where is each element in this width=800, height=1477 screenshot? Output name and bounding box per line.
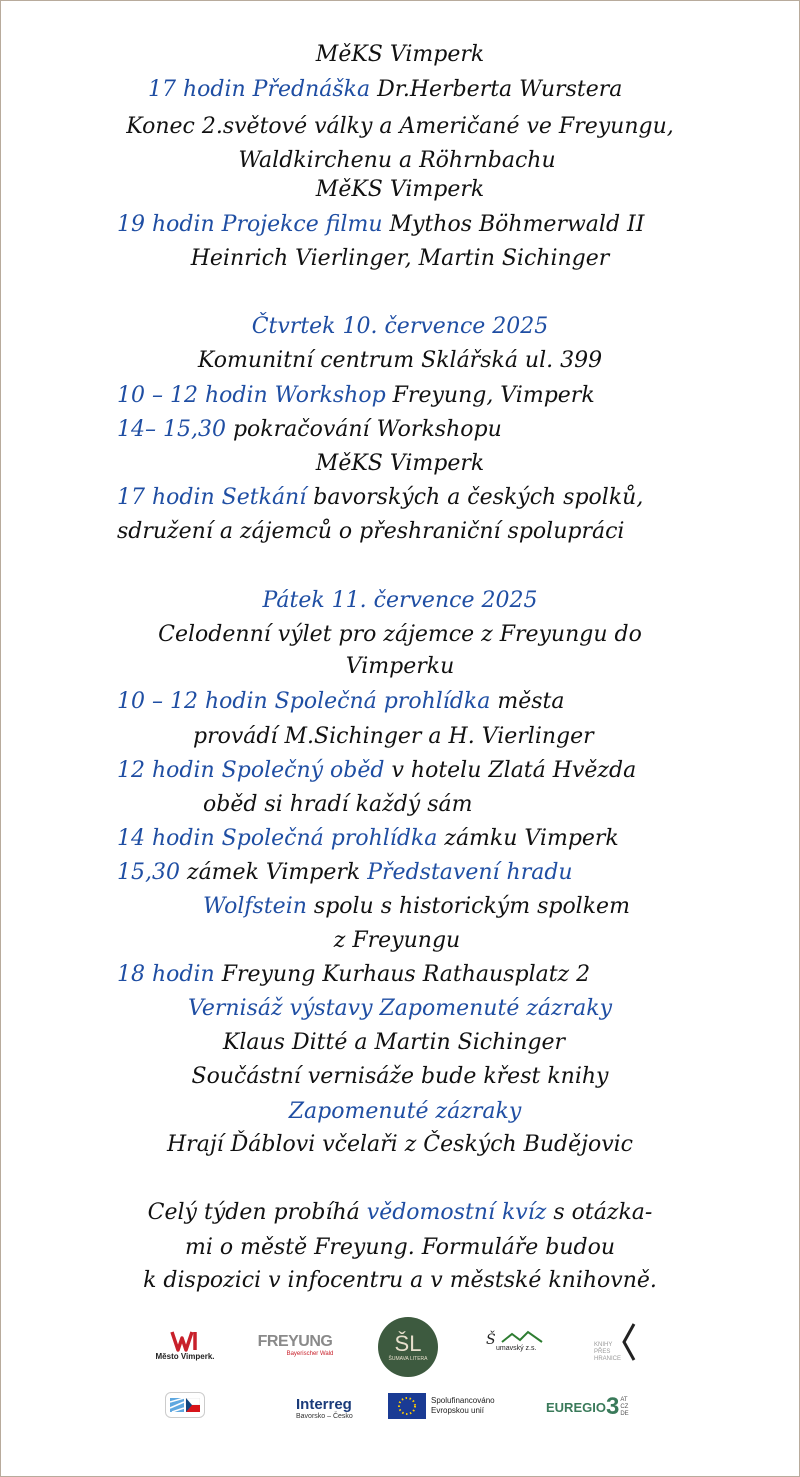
eu-cofunded-logo: Spolufinancováno Evropskou unií <box>388 1392 504 1420</box>
vimperk-logo: Město Vimperk. <box>150 1325 220 1365</box>
castle-tour-line: 14 hodin Společná prohlídka zámku Vimperk <box>117 826 619 851</box>
exhibition-authors-line: Klaus Ditté a Martin Sichinger <box>222 1030 566 1055</box>
book-title-line: Zapomenuté zázraky <box>288 1099 522 1124</box>
tour-line: 10 – 12 hodin Společná prohlídka města <box>117 689 565 714</box>
quiz-line-3: k dispozici v infocentru a v městské knihovně. <box>143 1268 657 1293</box>
vimperk-emblem-icon <box>170 1330 200 1352</box>
exhibition-title-line: Vernisáž výstavy Zapomenuté zázraky <box>187 996 613 1021</box>
trip-line-2: Vimperku <box>345 654 455 679</box>
lunch-line: 12 hodin Společný oběd v hotelu Zlatá Hvězda <box>117 758 637 783</box>
euregio-logo: EUREGIO 3 AT CZ DE <box>546 1393 629 1420</box>
tour-guides-line: provádí M.Sichinger a H. Vierlinger <box>193 724 594 749</box>
knihy-pres-hranice-logo: KNIHY PŘES HRANICE <box>590 1320 650 1366</box>
thursday-heading: Čtvrtek 10. července 2025 <box>251 314 549 339</box>
svg-text:Š: Š <box>486 1332 496 1348</box>
castle-presentation-line-2: Wolfstein spolu s historickým spolkem <box>203 894 630 919</box>
castle-presentation-line-3: z Freyungu <box>333 928 461 953</box>
workshop-line: 10 – 12 hodin Workshop Freyung, Vimperk <box>117 383 595 408</box>
meeting-line: 17 hodin Setkání bavorských a českých spolků, <box>117 485 644 510</box>
venue-line: MěKS Vimperk <box>315 42 485 67</box>
eu-flag-icon <box>388 1393 426 1419</box>
venue-line: MěKS Vimperk <box>315 451 485 476</box>
meeting-line-2: sdružení a zájemců o přeshraniční spolupráci <box>117 519 625 544</box>
lecture-line: 17 hodin Přednáška Dr.Herberta Wurstera <box>148 77 623 102</box>
venue-line: MěKS Vimperk <box>315 177 485 202</box>
sumava-litera-logo: ŠL ŠUMAVA LITERA <box>378 1317 438 1377</box>
film-line: 19 hodin Projekce filmu Mythos Böhmerwald II <box>117 212 645 237</box>
flags-icon <box>170 1398 200 1412</box>
trip-line: Celodenní výlet pro zájemce z Freyungu do <box>158 622 642 647</box>
interreg-logo: Interreg Bavorsko – Česko <box>296 1396 353 1420</box>
freyung-logo: FREYUNG Bayerischer Wald <box>257 1333 334 1357</box>
castle-presentation-line: 15,30 zámek Vimperk Představení hradu <box>117 860 573 885</box>
film-authors-line: Heinrich Vierlinger, Martin Sichinger <box>190 246 610 271</box>
venue-line: Komunitní centrum Sklářská ul. 399 <box>197 348 603 373</box>
workshop-continue-line: 14– 15,30 pokračování Workshopu <box>117 417 502 442</box>
lunch-note-line: oběd si hradí každý sám <box>203 792 473 817</box>
lecture-title-line-2: Waldkirchenu a Röhrnbachu <box>238 148 556 173</box>
friday-heading: Pátek 11. července 2025 <box>262 588 538 613</box>
lecture-title-line: Konec 2.světové války a Američané ve Freyungu, <box>126 114 674 139</box>
quiz-line-2: mi o městě Freyung. Formuláře budou <box>184 1235 616 1260</box>
sumavsky-logo: Š umavský z.s. <box>484 1328 546 1354</box>
book-launch-line: Součástní vernisáže bude křest knihy <box>191 1064 609 1089</box>
exhibition-line: 18 hodin Freyung Kurhaus Rathausplatz 2 <box>117 962 591 987</box>
bavaria-czech-flags-logo <box>165 1392 205 1418</box>
music-line: Hrají Ďáblovi včelaři z Českých Budějovic <box>167 1132 633 1157</box>
quiz-line: Celý týden probíhá vědomostní kvíz s otázka- <box>147 1200 653 1225</box>
